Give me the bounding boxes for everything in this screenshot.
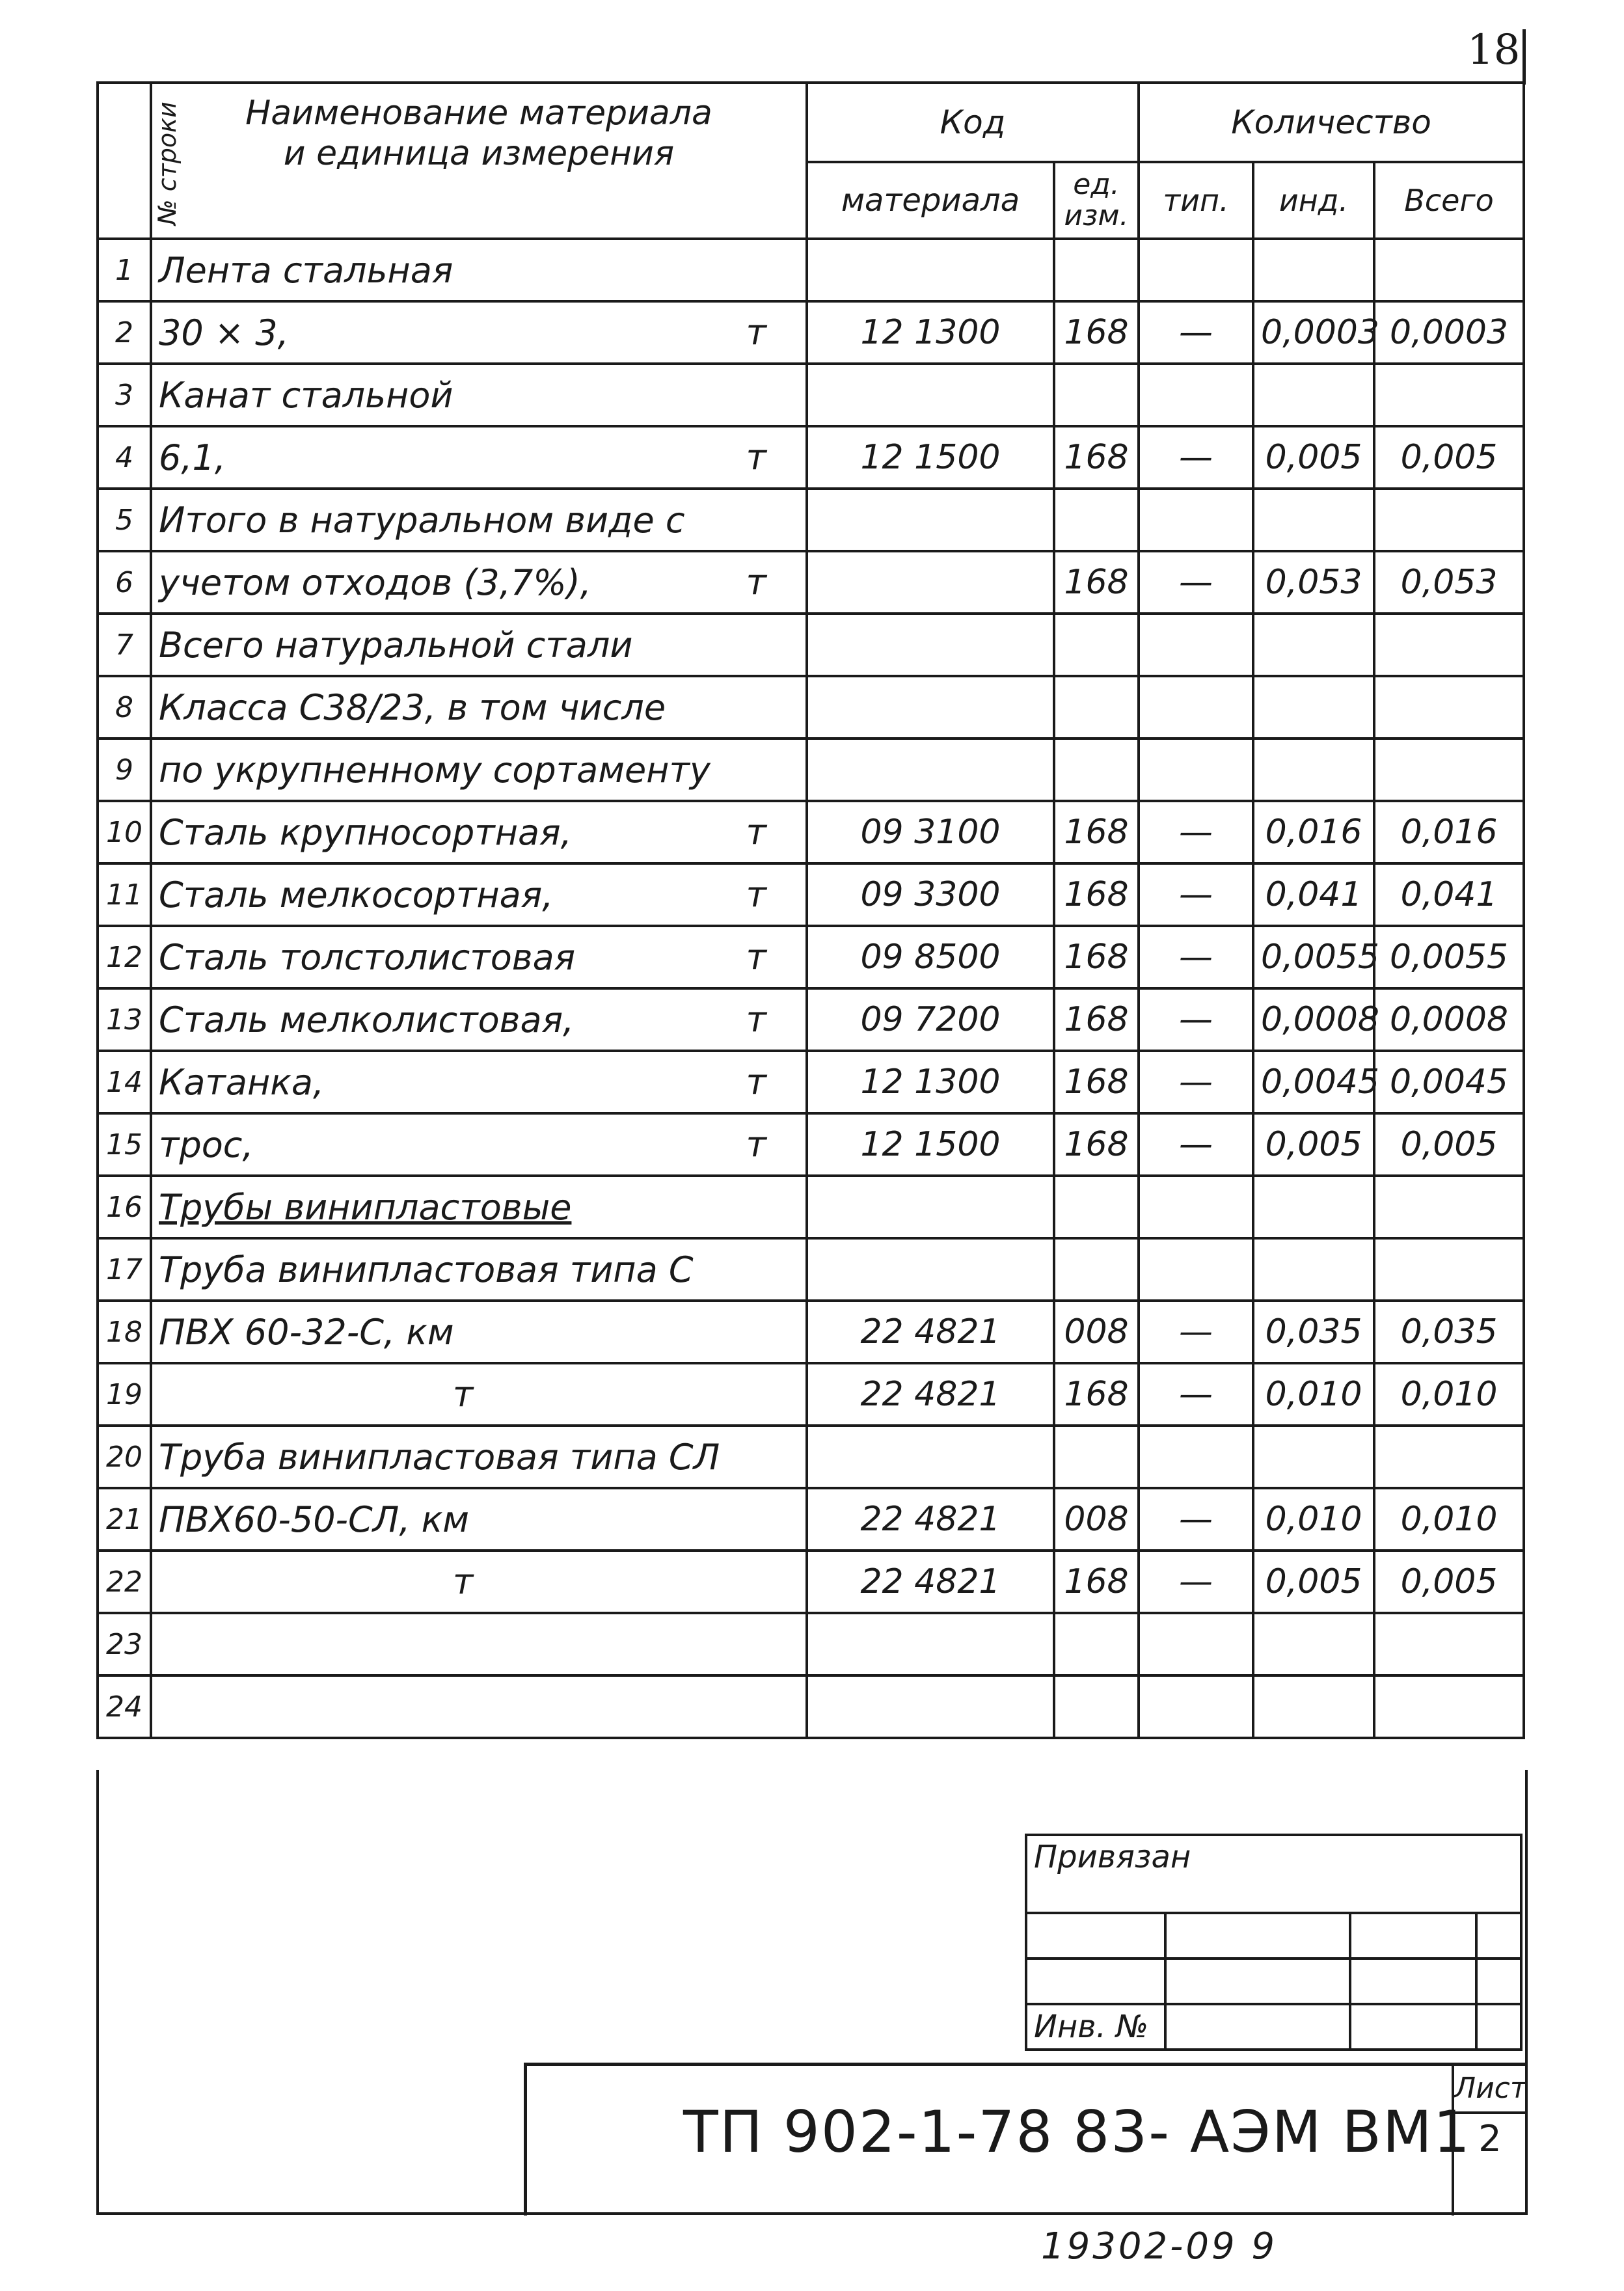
material-unit: т: [746, 874, 766, 915]
table-row: [98, 1051, 1524, 1113]
material-name: [151, 301, 807, 364]
material-name: [151, 801, 807, 863]
material-name: [151, 1675, 807, 1738]
material-code: 09 3300: [807, 863, 1054, 926]
qty-ind: [1253, 676, 1374, 739]
qty-ind: 0,005: [1253, 1113, 1374, 1176]
qty-total: [1374, 1238, 1524, 1301]
material-name-text: 30 × 3,: [159, 312, 289, 353]
unit-code: [1054, 1238, 1139, 1301]
qty-typ: —: [1139, 1488, 1253, 1551]
row-number: 10: [98, 801, 151, 863]
qty-total: 0,0045: [1374, 1051, 1524, 1113]
qty-ind: 0,041: [1253, 863, 1374, 926]
material-name-text: Сталь крупносортная,: [159, 811, 572, 853]
qty-typ: —: [1139, 1301, 1253, 1363]
qty-typ: [1139, 489, 1253, 551]
unit-code: 168: [1054, 1051, 1139, 1113]
qty-typ: [1139, 676, 1253, 739]
material-name: [151, 1613, 807, 1675]
material-name: [151, 1238, 807, 1301]
qty-ind: [1253, 614, 1374, 676]
material-code: [807, 1675, 1054, 1738]
qty-ind: 0,0045: [1253, 1051, 1374, 1113]
material-code: 09 3100: [807, 801, 1054, 863]
qty-typ: [1139, 614, 1253, 676]
qty-ind: 0,035: [1253, 1301, 1374, 1363]
qty-typ: [1139, 239, 1253, 301]
material-name-text: Лента стальная: [159, 249, 453, 291]
table-row: [98, 551, 1524, 614]
unit-code: 168: [1054, 426, 1139, 489]
material-name-text: Труба винипластовая типа СЛ: [159, 1436, 720, 1478]
qty-ind: 0,005: [1253, 1551, 1374, 1613]
qty-typ: [1139, 1238, 1253, 1301]
material-name: [151, 739, 807, 801]
material-code: [807, 1613, 1054, 1675]
row-number: 15: [98, 1113, 151, 1176]
table-row: [98, 988, 1524, 1051]
material-code: [807, 1426, 1054, 1488]
qty-typ-header: тип.: [1139, 162, 1253, 239]
stamp-code: ТП 902-1-78 83- АЭМ ВМ1: [683, 2098, 1471, 2165]
qty-ind: [1253, 239, 1374, 301]
material-code: 12 1500: [807, 1113, 1054, 1176]
qty-typ: —: [1139, 1113, 1253, 1176]
row-number: 23: [98, 1613, 151, 1675]
footer-code: 19302-09 9: [1041, 2225, 1278, 2268]
qty-typ: —: [1139, 801, 1253, 863]
material-name: [151, 1113, 807, 1176]
row-number: 19: [98, 1363, 151, 1426]
qty-total: [1374, 1426, 1524, 1488]
unit-code: 168: [1054, 926, 1139, 988]
material-name: [151, 1176, 807, 1238]
row-number: 5: [98, 489, 151, 551]
qty-total: [1374, 1176, 1524, 1238]
material-name-text: Итого в натуральном виде с: [159, 499, 685, 541]
material-name-text: Сталь мелколистовая,: [159, 999, 575, 1040]
unit-code: [1054, 739, 1139, 801]
row-number: 17: [98, 1238, 151, 1301]
table-row: [98, 926, 1524, 988]
qty-total: 0,005: [1374, 1551, 1524, 1613]
material-code: [807, 239, 1054, 301]
material-code: [807, 364, 1054, 426]
material-name: [151, 926, 807, 988]
qty-typ: —: [1139, 551, 1253, 614]
table-row: [98, 489, 1524, 551]
name-header: [151, 83, 807, 239]
table-row: [98, 739, 1524, 801]
table-row: [98, 801, 1524, 863]
material-unit: т: [746, 312, 766, 353]
material-code: [807, 551, 1054, 614]
qty-typ: [1139, 1675, 1253, 1738]
unit-code: [1054, 239, 1139, 301]
row-number: 11: [98, 863, 151, 926]
name-header-line2: и единица измерения: [283, 134, 675, 173]
material-name-text: Сталь мелкосортная,: [159, 874, 554, 915]
material-unit: т: [746, 999, 766, 1040]
material-unit: т: [746, 936, 766, 978]
table-row: [98, 1238, 1524, 1301]
unit-code: [1054, 1176, 1139, 1238]
qty-total: 0,005: [1374, 1113, 1524, 1176]
qty-typ: [1139, 1176, 1253, 1238]
row-number: 16: [98, 1176, 151, 1238]
qty-total-header: Всего: [1374, 162, 1524, 239]
material-code: [807, 489, 1054, 551]
unit-code: [1054, 1675, 1139, 1738]
material-name: [151, 1363, 807, 1426]
material-name: [151, 676, 807, 739]
qty-ind: 0,005: [1253, 426, 1374, 489]
material-name-text: Канат стальной: [159, 374, 453, 416]
material-code: 22 4821: [807, 1488, 1054, 1551]
table-row: [98, 863, 1524, 926]
page-number-bar: [1522, 29, 1526, 85]
material-name-text: ПВХ60-50-СЛ, км: [159, 1498, 470, 1540]
table-row: [98, 1426, 1524, 1488]
qty-total: 0,0008: [1374, 988, 1524, 1051]
name-header-line1: Наименование материала: [245, 94, 712, 133]
unit-code: 168: [1054, 1551, 1139, 1613]
qty-typ: —: [1139, 1051, 1253, 1113]
material-code: [807, 1176, 1054, 1238]
table-row: [98, 1551, 1524, 1613]
unit-code: [1054, 1426, 1139, 1488]
material-unit: т: [746, 811, 766, 853]
material-name: [151, 239, 807, 301]
material-name: [151, 1426, 807, 1488]
unit-code: 168: [1054, 988, 1139, 1051]
qty-ind: [1253, 364, 1374, 426]
qty-total: [1374, 489, 1524, 551]
row-number: 24: [98, 1675, 151, 1738]
material-name-text: Труба винипластовая типа С: [159, 1249, 694, 1290]
row-number: 3: [98, 364, 151, 426]
qty-ind: [1253, 1176, 1374, 1238]
material-unit: т: [746, 437, 766, 478]
row-number: 9: [98, 739, 151, 801]
material-code: [807, 739, 1054, 801]
qty-ind: [1253, 1613, 1374, 1675]
unit-code: 168: [1054, 301, 1139, 364]
row-number: 21: [98, 1488, 151, 1551]
qty-ind: [1253, 739, 1374, 801]
unit-code: 008: [1054, 1488, 1139, 1551]
row-number: 13: [98, 988, 151, 1051]
material-name: [151, 1051, 807, 1113]
material-unit: т: [452, 1374, 474, 1415]
table-row: [98, 1113, 1524, 1176]
qty-total: [1374, 614, 1524, 676]
qty-typ: [1139, 364, 1253, 426]
material-unit: т: [746, 562, 766, 603]
table-row: [98, 1301, 1524, 1363]
table-row: [98, 1613, 1524, 1675]
qty-total: [1374, 676, 1524, 739]
row-number: 22: [98, 1551, 151, 1613]
material-code: 22 4821: [807, 1551, 1054, 1613]
qty-ind: 0,016: [1253, 801, 1374, 863]
material-unit: т: [452, 1561, 474, 1603]
unit-code: [1054, 1613, 1139, 1675]
qty-ind: 0,010: [1253, 1363, 1374, 1426]
material-code: 12 1300: [807, 1051, 1054, 1113]
material-name-text: по укрупненному сортаменту: [159, 749, 710, 791]
unit-code: [1054, 489, 1139, 551]
material-code: 12 1500: [807, 426, 1054, 489]
material-name: [151, 489, 807, 551]
material-name: [151, 1488, 807, 1551]
table-row: [98, 1675, 1524, 1738]
qty-ind: 0,0008: [1253, 988, 1374, 1051]
row-number: 4: [98, 426, 151, 489]
qty-typ: [1139, 739, 1253, 801]
code-header: Код: [807, 83, 1139, 162]
qty-total: 0,010: [1374, 1363, 1524, 1426]
material-name-text: Всего натуральной стали: [159, 624, 633, 666]
unit-code: 168: [1054, 1363, 1139, 1426]
qty-typ: —: [1139, 988, 1253, 1051]
privyazan-label: Привязан: [1026, 1835, 1521, 1913]
row-number: 18: [98, 1301, 151, 1363]
qty-ind-header: инд.: [1253, 162, 1374, 239]
qty-total: 0,035: [1374, 1301, 1524, 1363]
row-number: 14: [98, 1051, 151, 1113]
qty-typ: —: [1139, 926, 1253, 988]
table-row: [98, 614, 1524, 676]
code-unit-header: ед. изм.: [1054, 162, 1139, 239]
material-name-text: учетом отходов (3,7%),: [159, 562, 591, 603]
material-name: [151, 551, 807, 614]
qty-total: [1374, 1613, 1524, 1675]
qty-total: 0,016: [1374, 801, 1524, 863]
material-code: [807, 1238, 1054, 1301]
material-code: 09 8500: [807, 926, 1054, 988]
unit-code: 008: [1054, 1301, 1139, 1363]
material-code: [807, 676, 1054, 739]
material-name: [151, 988, 807, 1051]
row-number: 1: [98, 239, 151, 301]
qty-total: [1374, 364, 1524, 426]
material-name-text: Катанка,: [159, 1061, 325, 1103]
qty-ind: [1253, 489, 1374, 551]
privyazan-block: [1025, 1834, 1522, 2051]
qty-ind: [1253, 1675, 1374, 1738]
quantity-header: Количество: [1139, 83, 1524, 162]
material-name-text: Класса С38/23, в том числе: [159, 686, 666, 728]
unit-code: [1054, 364, 1139, 426]
row-number: 8: [98, 676, 151, 739]
qty-typ: [1139, 1426, 1253, 1488]
page-number: 18: [1467, 26, 1521, 74]
material-name-text: Трубы винипластовые: [159, 1186, 572, 1228]
qty-typ: —: [1139, 1363, 1253, 1426]
qty-total: [1374, 739, 1524, 801]
material-name-text: Сталь толстолистовая: [159, 936, 576, 978]
material-name: [151, 863, 807, 926]
title-stamp: [524, 2063, 1526, 2216]
specification-table: [96, 81, 1525, 1739]
material-name: [151, 364, 807, 426]
table-row: [98, 676, 1524, 739]
unit-code: 168: [1054, 551, 1139, 614]
table-row: [98, 1363, 1524, 1426]
material-name: [151, 1551, 807, 1613]
qty-ind: [1253, 1426, 1374, 1488]
table-row: [98, 426, 1524, 489]
qty-typ: —: [1139, 1551, 1253, 1613]
qty-ind: 0,0003: [1253, 301, 1374, 364]
row-number: 20: [98, 1426, 151, 1488]
inv-label: Инв. №: [1026, 2004, 1165, 2050]
qty-typ: —: [1139, 426, 1253, 489]
row-number: 12: [98, 926, 151, 988]
material-unit: т: [746, 1061, 766, 1103]
material-name: [151, 426, 807, 489]
unit-code: [1054, 614, 1139, 676]
material-code: 09 7200: [807, 988, 1054, 1051]
row-number-header: № строки: [98, 83, 151, 239]
table-row: [98, 364, 1524, 426]
material-unit: т: [746, 1124, 766, 1165]
qty-total: 0,010: [1374, 1488, 1524, 1551]
qty-total: 0,005: [1374, 426, 1524, 489]
row-number: 7: [98, 614, 151, 676]
row-number: 6: [98, 551, 151, 614]
unit-code: [1054, 676, 1139, 739]
stamp-sheet-box: [1452, 2066, 1526, 2216]
qty-typ: —: [1139, 301, 1253, 364]
material-code: 22 4821: [807, 1301, 1054, 1363]
qty-typ: [1139, 1613, 1253, 1675]
sheet-label: Лист: [1454, 2066, 1526, 2114]
qty-total: 0,053: [1374, 551, 1524, 614]
qty-total: 0,041: [1374, 863, 1524, 926]
table-row: [98, 1488, 1524, 1551]
material-name: [151, 1301, 807, 1363]
material-name-text: 6,1,: [159, 437, 226, 478]
material-name-text: ПВХ 60-32-С, км: [159, 1311, 454, 1353]
row-number: 2: [98, 301, 151, 364]
unit-code: 168: [1054, 1113, 1139, 1176]
material-code: 22 4821: [807, 1363, 1054, 1426]
qty-total: [1374, 239, 1524, 301]
qty-ind: 0,0055: [1253, 926, 1374, 988]
qty-ind: 0,010: [1253, 1488, 1374, 1551]
qty-typ: —: [1139, 863, 1253, 926]
material-name-text: трос,: [159, 1124, 254, 1165]
unit-code: 168: [1054, 863, 1139, 926]
table-row: [98, 1176, 1524, 1238]
qty-total: 0,0003: [1374, 301, 1524, 364]
material-code: 12 1300: [807, 301, 1054, 364]
unit-code: 168: [1054, 801, 1139, 863]
table-row: [98, 301, 1524, 364]
table-row: [98, 239, 1524, 301]
material-code: [807, 614, 1054, 676]
code-material-header: материала: [807, 162, 1054, 239]
qty-ind: [1253, 1238, 1374, 1301]
qty-total: [1374, 1675, 1524, 1738]
qty-ind: 0,053: [1253, 551, 1374, 614]
sheet-number: 2: [1478, 2118, 1502, 2160]
material-name: [151, 614, 807, 676]
qty-total: 0,0055: [1374, 926, 1524, 988]
